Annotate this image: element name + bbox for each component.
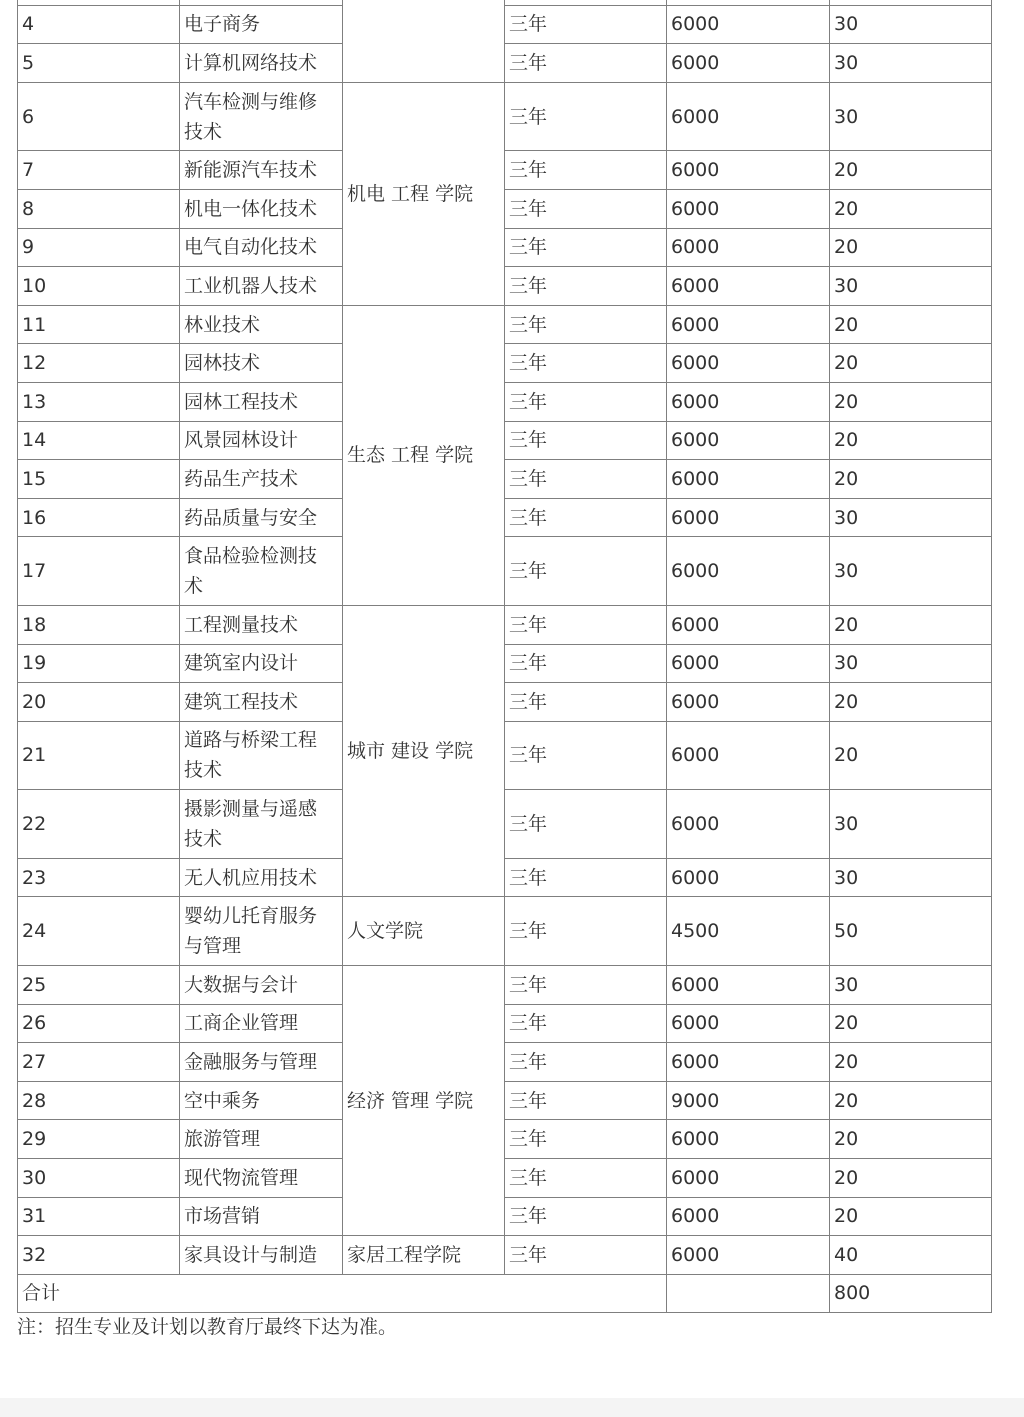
cell-no: 30 — [18, 1159, 180, 1198]
cell-years: 三年 — [505, 537, 667, 606]
cell-college: 家居工程学院 — [343, 1236, 505, 1275]
cell-years: 三年 — [505, 1043, 667, 1082]
cell-major: 无人机应用技术 — [180, 858, 343, 897]
table-row — [18, 790, 992, 859]
table-row — [18, 44, 992, 83]
table-row — [18, 1043, 992, 1082]
cell-major: 食品检验检测技术 — [180, 537, 343, 606]
table-row — [18, 966, 992, 1005]
cell-fee: 6000 — [667, 644, 830, 683]
cell-fee: 6000 — [667, 537, 830, 606]
cell-major: 药品生产技术 — [180, 460, 343, 499]
cell-years: 三年 — [505, 82, 667, 151]
cell-plan: 30 — [830, 858, 992, 897]
cell-plan: 20 — [830, 1081, 992, 1120]
table-row — [18, 5, 992, 44]
cell-fee: 6000 — [667, 683, 830, 722]
cell-fee: 6000 — [667, 858, 830, 897]
table-row — [18, 1120, 992, 1159]
cell-major: 大数据与会计 — [180, 966, 343, 1005]
cell-no: 9 — [18, 228, 180, 267]
table-row — [18, 897, 992, 966]
cell-fee: 6000 — [667, 790, 830, 859]
cell-years: 三年 — [505, 421, 667, 460]
cell-years: 三年 — [505, 790, 667, 859]
cell-years: 三年 — [505, 267, 667, 306]
cell-major: 市场营销 — [180, 1197, 343, 1236]
total-row — [18, 1274, 992, 1312]
cell-fee: 6000 — [667, 1004, 830, 1043]
cell-no: 20 — [18, 683, 180, 722]
table-row — [18, 683, 992, 722]
cell-no: 23 — [18, 858, 180, 897]
cell-college — [343, 0, 505, 82]
cell-college: 经济 管理 学院 — [343, 966, 505, 1236]
cell-fee: 6000 — [667, 5, 830, 44]
table-row — [18, 537, 992, 606]
cell-years: 三年 — [505, 1120, 667, 1159]
cell-no: 26 — [18, 1004, 180, 1043]
table-row — [18, 344, 992, 383]
cell-plan: 20 — [830, 1120, 992, 1159]
table-row — [18, 460, 992, 499]
cell-plan: 30 — [830, 498, 992, 537]
cell-major: 林业技术 — [180, 305, 343, 344]
cell-major: 电气自动化技术 — [180, 228, 343, 267]
cell-no: 32 — [18, 1236, 180, 1275]
cell-no: 8 — [18, 189, 180, 228]
cell-fee: 6000 — [667, 228, 830, 267]
cell-major: 园林工程技术 — [180, 382, 343, 421]
cell-college: 机电 工程 学院 — [343, 82, 505, 305]
table-row — [18, 721, 992, 790]
cell-no: 24 — [18, 897, 180, 966]
cell-plan: 20 — [830, 382, 992, 421]
cell-no: 27 — [18, 1043, 180, 1082]
cell-years: 三年 — [505, 1004, 667, 1043]
cell-years: 三年 — [505, 498, 667, 537]
cell-fee: 6000 — [667, 721, 830, 790]
cell-major: 建筑室内设计 — [180, 644, 343, 683]
cell-major: 汽车检测与维修技术 — [180, 82, 343, 151]
cell-no: 28 — [18, 1081, 180, 1120]
cell-no: 18 — [18, 605, 180, 644]
cell-years: 三年 — [505, 382, 667, 421]
cell-plan: 30 — [830, 966, 992, 1005]
page-footer-band — [0, 1398, 1024, 1417]
cell-no: 5 — [18, 44, 180, 83]
cell-major: 计算机网络技术 — [180, 44, 343, 83]
cell-fee: 6000 — [667, 267, 830, 306]
cell-major: 机电一体化技术 — [180, 189, 343, 228]
cell-years: 三年 — [505, 605, 667, 644]
cell-years: 三年 — [505, 858, 667, 897]
table-row — [18, 1081, 992, 1120]
enrollment-plan-table — [17, 0, 992, 1313]
cell-major: 工程测量技术 — [180, 605, 343, 644]
cell-plan: 30 — [830, 267, 992, 306]
cell-no: 16 — [18, 498, 180, 537]
table-row — [18, 644, 992, 683]
table-row — [18, 421, 992, 460]
table-row — [18, 498, 992, 537]
cell-major: 工商企业管理 — [180, 1004, 343, 1043]
cell-major: 家具设计与制造 — [180, 1236, 343, 1275]
total-label: 合计 — [18, 1274, 667, 1312]
cell-fee: 6000 — [667, 44, 830, 83]
cell-plan: 20 — [830, 460, 992, 499]
table-row — [18, 267, 992, 306]
cell-fee: 6000 — [667, 382, 830, 421]
cell-major: 建筑工程技术 — [180, 683, 343, 722]
cell-plan: 20 — [830, 344, 992, 383]
cell-plan: 20 — [830, 683, 992, 722]
cell-years: 三年 — [505, 460, 667, 499]
total-plan: 800 — [830, 1274, 992, 1312]
cell-years: 三年 — [505, 966, 667, 1005]
cell-fee: 6000 — [667, 151, 830, 190]
cell-no: 14 — [18, 421, 180, 460]
cell-plan: 20 — [830, 305, 992, 344]
cell-years: 三年 — [505, 1081, 667, 1120]
table-row — [18, 82, 992, 151]
cell-plan: 20 — [830, 228, 992, 267]
cell-no: 7 — [18, 151, 180, 190]
cell-fee: 6000 — [667, 1197, 830, 1236]
cell-major: 摄影测量与遥感技术 — [180, 790, 343, 859]
cell-years: 三年 — [505, 721, 667, 790]
total-fee — [667, 1274, 830, 1312]
cell-years: 三年 — [505, 344, 667, 383]
cell-plan: 20 — [830, 1159, 992, 1198]
footnote: 注：招生专业及计划以教育厅最终下达为准。 — [17, 1316, 398, 1338]
cell-fee: 6000 — [667, 421, 830, 460]
cell-years: 三年 — [505, 305, 667, 344]
cell-major: 金融服务与管理 — [180, 1043, 343, 1082]
cell-major: 道路与桥梁工程技术 — [180, 721, 343, 790]
cell-plan: 20 — [830, 1043, 992, 1082]
cell-fee: 6000 — [667, 460, 830, 499]
table-row — [18, 382, 992, 421]
cell-plan: 30 — [830, 537, 992, 606]
cell-fee: 6000 — [667, 605, 830, 644]
cell-plan: 30 — [830, 44, 992, 83]
cell-no: 11 — [18, 305, 180, 344]
cell-plan: 30 — [830, 82, 992, 151]
cell-no: 15 — [18, 460, 180, 499]
table-row — [18, 189, 992, 228]
cell-no: 6 — [18, 82, 180, 151]
cell-major: 婴幼儿托育服务与管理 — [180, 897, 343, 966]
cell-plan: 20 — [830, 605, 992, 644]
cell-college: 人文学院 — [343, 897, 505, 966]
table-row — [18, 228, 992, 267]
table-row — [18, 305, 992, 344]
table-row — [18, 605, 992, 644]
cell-no: 25 — [18, 966, 180, 1005]
cell-years: 三年 — [505, 1159, 667, 1198]
cell-no: 13 — [18, 382, 180, 421]
cell-plan: 30 — [830, 644, 992, 683]
cell-fee: 9000 — [667, 1081, 830, 1120]
cell-no: 22 — [18, 790, 180, 859]
cell-no: 31 — [18, 1197, 180, 1236]
cell-fee: 6000 — [667, 189, 830, 228]
cell-major: 现代物流管理 — [180, 1159, 343, 1198]
cell-no: 17 — [18, 537, 180, 606]
cell-major: 园林技术 — [180, 344, 343, 383]
cell-major: 空中乘务 — [180, 1081, 343, 1120]
table-row — [18, 151, 992, 190]
cell-plan: 20 — [830, 151, 992, 190]
cell-major: 工业机器人技术 — [180, 267, 343, 306]
cell-no: 12 — [18, 344, 180, 383]
cell-fee: 6000 — [667, 1043, 830, 1082]
cell-plan: 20 — [830, 189, 992, 228]
cell-college: 城市 建设 学院 — [343, 605, 505, 897]
cell-college: 生态 工程 学院 — [343, 305, 505, 605]
cell-fee: 6000 — [667, 305, 830, 344]
cell-plan: 20 — [830, 1197, 992, 1236]
cell-fee: 6000 — [667, 82, 830, 151]
cell-years: 三年 — [505, 1236, 667, 1275]
cell-fee: 6000 — [667, 1120, 830, 1159]
table-row — [18, 1236, 992, 1275]
cell-plan: 40 — [830, 1236, 992, 1275]
cell-fee: 4500 — [667, 897, 830, 966]
cell-years: 三年 — [505, 1197, 667, 1236]
cell-years: 三年 — [505, 644, 667, 683]
table-row — [18, 858, 992, 897]
cell-fee: 6000 — [667, 344, 830, 383]
cell-fee: 6000 — [667, 966, 830, 1005]
cell-years: 三年 — [505, 189, 667, 228]
cell-no: 29 — [18, 1120, 180, 1159]
cell-years: 三年 — [505, 683, 667, 722]
cell-no: 10 — [18, 267, 180, 306]
cell-no: 21 — [18, 721, 180, 790]
table-row — [18, 1197, 992, 1236]
cell-plan: 50 — [830, 897, 992, 966]
cell-major: 新能源汽车技术 — [180, 151, 343, 190]
table-row — [18, 1004, 992, 1043]
cell-major: 旅游管理 — [180, 1120, 343, 1159]
cell-fee: 6000 — [667, 498, 830, 537]
cell-plan: 30 — [830, 5, 992, 44]
cell-fee: 6000 — [667, 1159, 830, 1198]
cell-plan: 20 — [830, 421, 992, 460]
cell-years: 三年 — [505, 5, 667, 44]
cell-plan: 20 — [830, 721, 992, 790]
cell-plan: 20 — [830, 1004, 992, 1043]
table-row — [18, 1159, 992, 1198]
cell-plan: 30 — [830, 790, 992, 859]
cell-years: 三年 — [505, 44, 667, 83]
cell-major: 电子商务 — [180, 5, 343, 44]
cell-no: 19 — [18, 644, 180, 683]
cell-years: 三年 — [505, 151, 667, 190]
cell-years: 三年 — [505, 897, 667, 966]
cell-major: 药品质量与安全 — [180, 498, 343, 537]
cell-years: 三年 — [505, 228, 667, 267]
cell-major: 风景园林设计 — [180, 421, 343, 460]
cell-no: 4 — [18, 5, 180, 44]
cell-fee: 6000 — [667, 1236, 830, 1275]
